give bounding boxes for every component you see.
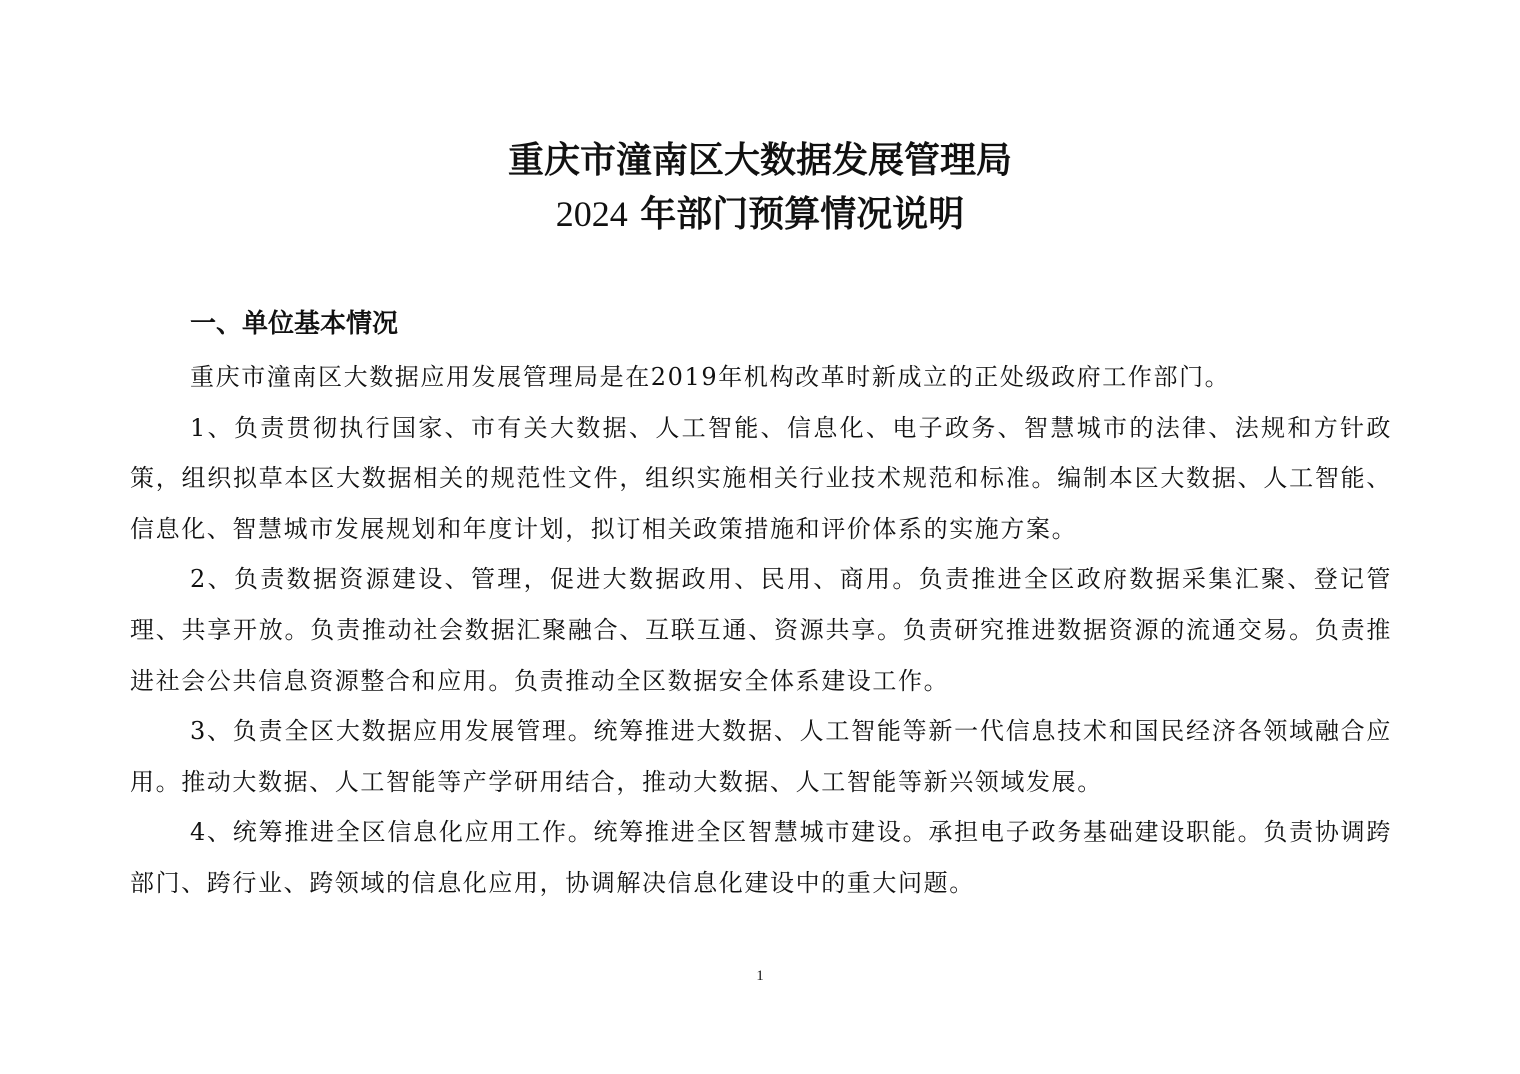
document-title-line-1: 重庆市潼南区大数据发展管理局 bbox=[507, 139, 1012, 181]
paragraph-item-4: 4、统筹推进全区信息化应用工作。统筹推进全区智慧城市建设。承担电子政务基础建设职能。负责协调跨部门、跨行业、跨领域的信息化应用，协调解决信息化建设中的重大问题。 bbox=[130, 818, 1392, 897]
page-number: 1 bbox=[756, 968, 764, 984]
section-heading: 一、单位基本情况 bbox=[190, 309, 399, 339]
paragraph-item-1: 1、负责贯彻执行国家、市有关大数据、人工智能、信息化、电子政务、智慧城市的法律、法规和方针政策，组织拟草本区大数据相关的规范性文件，组织实施相关行业技术规范和标准。编制本区大数据、人工智能、信息化、智慧城市发展规划和年度计划，拟订相关政策措施和评价体系的实施方案。 bbox=[130, 413, 1392, 543]
title-year: 2024 bbox=[555, 194, 628, 234]
paragraph-item-2: 2、负责数据资源建设、管理，促进大数据政用、民用、商用。负责推进全区政府数据采集汇聚、登记管理、共享开放。负责推动社会数据汇聚融合、互联互通、资源共享。负责研究推进数据资源的流通交易。负责推进社会公共信息资源整合和应用。负责推动全区数据安全体系建设工作。 bbox=[130, 565, 1392, 695]
title-subtitle: 年部门预算情况说明 bbox=[640, 193, 965, 235]
document-title-line-2 bbox=[0, 190, 1520, 238]
paragraph-item-3: 3、负责全区大数据应用发展管理。统筹推进大数据、人工智能等新一代信息技术和国民经济各领域融合应用。推动大数据、人工智能等产学研用结合，推动大数据、人工智能等新兴领域发展。 bbox=[130, 717, 1392, 796]
paragraph-intro: 重庆市潼南区大数据应用发展管理局是在2019年机构改革时新成立的正处级政府工作部门。 bbox=[190, 363, 1231, 391]
body-text bbox=[130, 352, 1392, 909]
